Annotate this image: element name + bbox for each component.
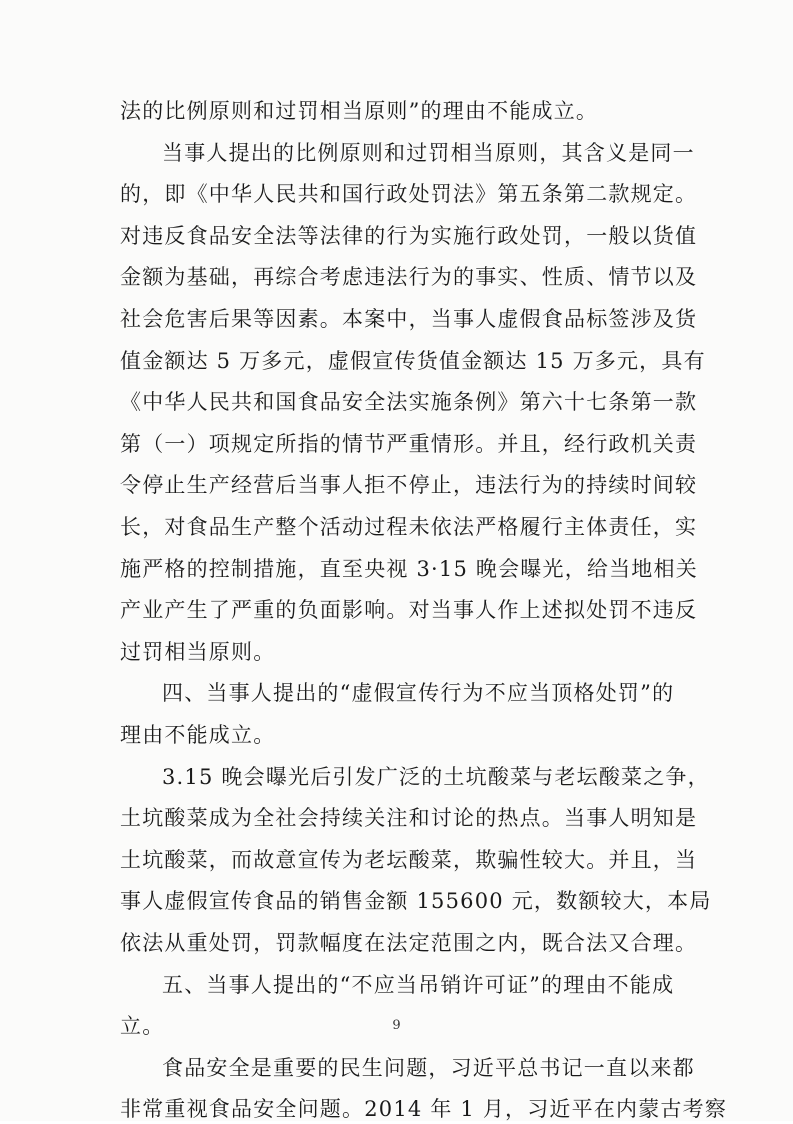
text-line: 法的比例原则和过罚相当原则”的理由不能成立。	[120, 99, 599, 123]
text-line: 土坑酸菜成为全社会持续关注和讨论的热点。当事人明知是	[120, 806, 698, 831]
text-line: 值金额达 5 万多元，虚假宣传货值金额达 15 万多元，具有	[120, 348, 706, 373]
text-line: 金额为基础，再综合考虑违法行为的事实、性质、情节以及	[120, 265, 698, 290]
text-line: 的，即《中华人民共和国行政处罚法》第五条第二款规定。	[120, 182, 698, 207]
text-line: 土坑酸菜，而故意宣传为老坛酸菜，欺骗性较大。并且，当	[120, 847, 698, 872]
text-line: 事人虚假宣传食品的销售金额 155600 元，数额较大，本局	[120, 889, 712, 914]
text-line: 社会危害后果等因素。本案中，当事人虚假食品标签涉及货	[120, 307, 698, 331]
text-line: 当事人提出的比例原则和过罚相当原则，其含义是同一	[162, 140, 695, 165]
text-line: 理由不能成立。	[120, 723, 276, 747]
text-line: 依法从重处罚，罚款幅度在法定范围之内，既合法又合理。	[120, 931, 698, 955]
text-line: 第（一）项规定所指的情节严重情形。并且，经行政机关责	[120, 431, 698, 456]
text-line: 3.15 晚会曝光后引发广泛的土坑酸菜与老坛酸菜之争，	[162, 764, 710, 789]
text-line: 五、当事人提出的“不应当吊销许可证”的理由不能成	[162, 972, 675, 997]
text-line: 非常重视食品安全问题。2014 年 1 月，习近平在内蒙古考察	[120, 1097, 728, 1122]
text-line: 长，对食品生产整个活动过程未依法严格履行主体责任，实	[120, 515, 698, 539]
text-line: 过罚相当原则。	[120, 639, 276, 664]
text-line: 施严格的控制措施，直至央视 3·15 晚会曝光，给当地相关	[120, 556, 698, 581]
text-line: 立。	[120, 1014, 165, 1039]
text-line: 四、当事人提出的“虚假宣传行为不应当顶格处罚”的	[162, 681, 675, 706]
text-line: 令停止生产经营后当事人拒不停止，违法行为的持续时间较	[120, 473, 698, 498]
text-line: 对违反食品安全法等法律的行为实施行政处罚，一般以货值	[120, 223, 698, 248]
text-line: 产业产生了严重的负面影响。对当事人作上述拟处罚不违反	[120, 598, 698, 623]
text-line: 《中华人民共和国食品安全法实施条例》第六十七条第一款	[120, 390, 698, 415]
text-line: 食品安全是重要的民生问题，习近平总书记一直以来都	[162, 1055, 695, 1080]
page-number: 9	[392, 1018, 401, 1033]
